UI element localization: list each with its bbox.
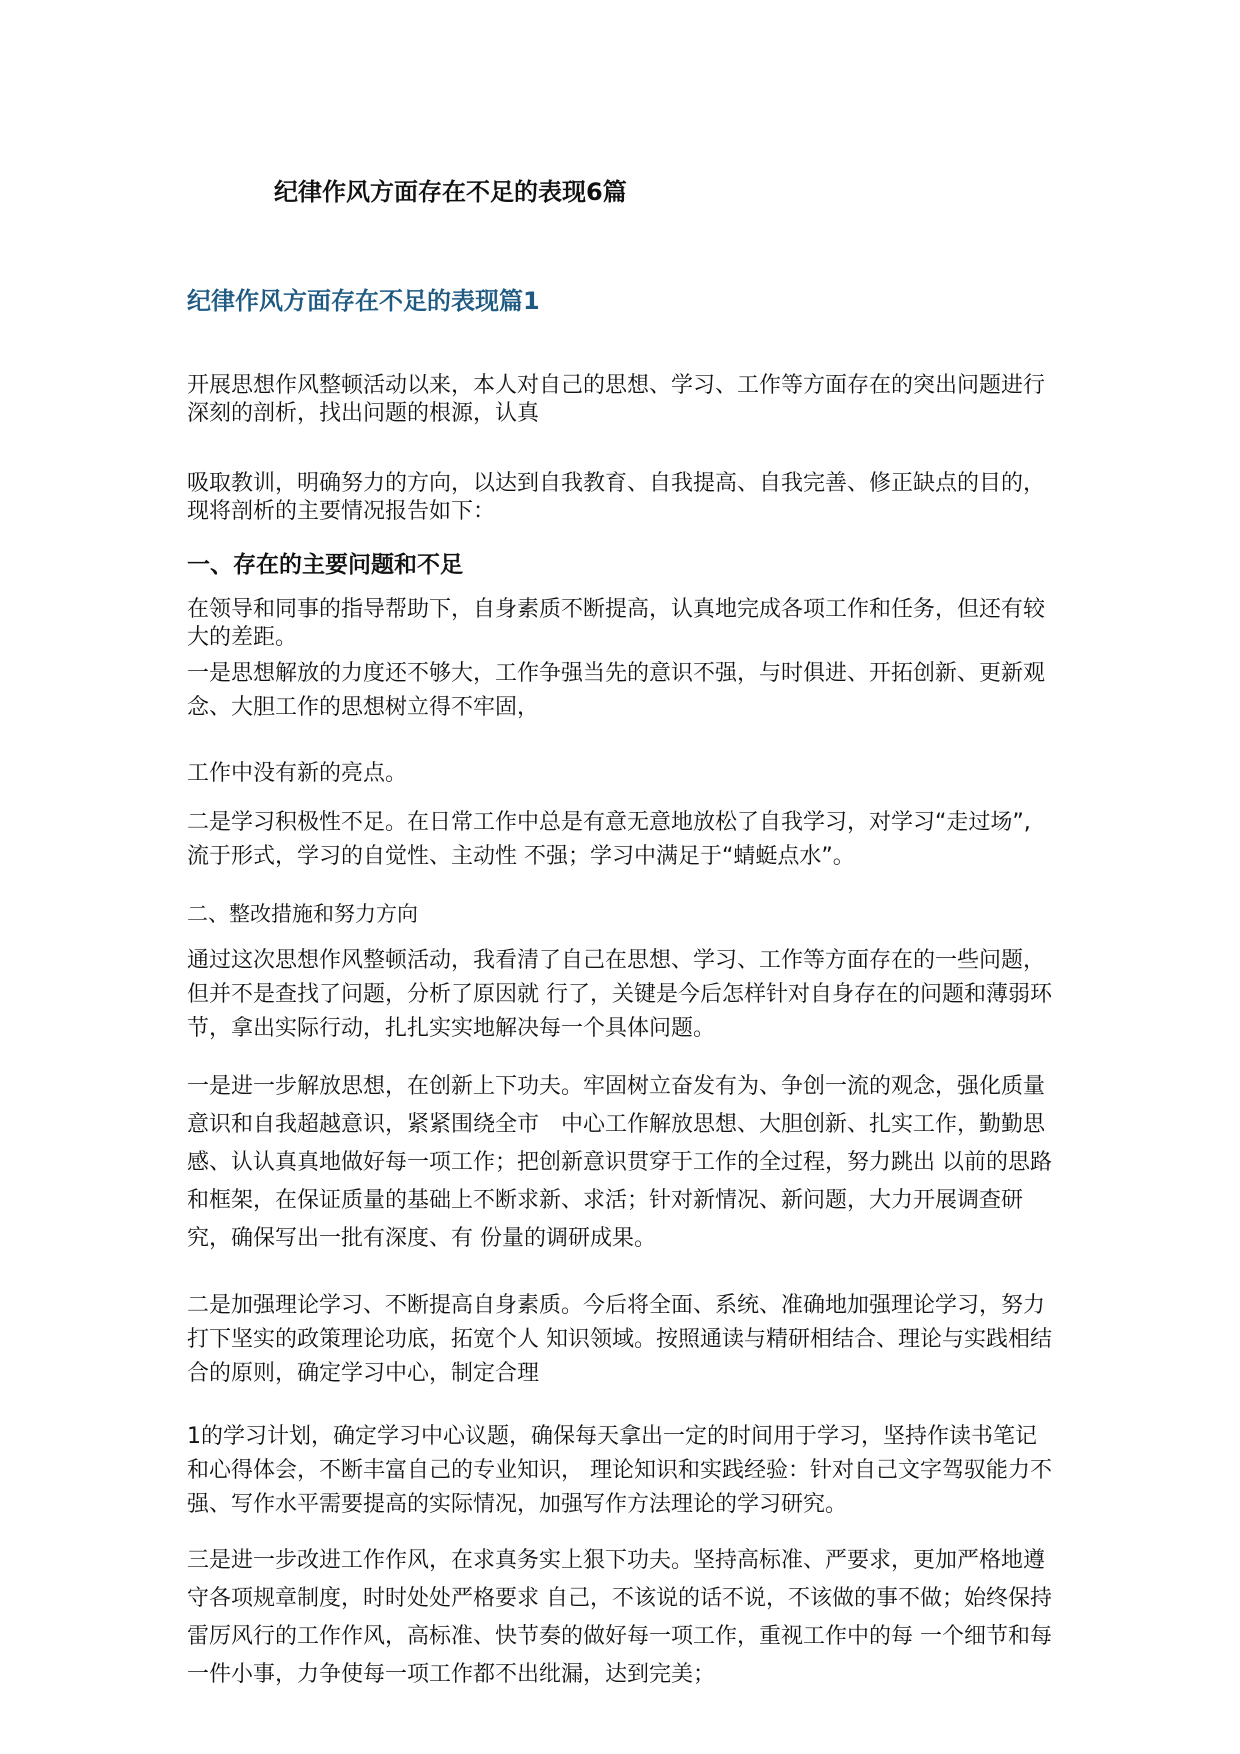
document-title: 纪律作风方面存在不足的表现6篇 xyxy=(274,178,627,206)
paragraph-point-1: 一是思想解放的力度还不够大，工作争强当先的意识不强，与时俱进、开拓创新、更新观念、大胆工作的思想树立得不牢固， xyxy=(187,661,1046,720)
paragraph-measure-2: 二是加强理论学习、不断提高自身素质。今后将全面、系统、准确地加强理论学习，努力打下坚实的政策理论功底，拓宽个人 知识领域。按照通读与精研相结合、理论与实践相结合的原则，确定学习中心，制定合理 xyxy=(187,1293,1052,1386)
heading-problems: 一、存在的主要问题和不足 xyxy=(187,552,463,578)
paragraph-measures-intro: 通过这次思想作风整顿活动，我看清了自己在思想、学习、工作等方面存在的一些问题，但并不是查找了问题，分析了原因就 行了，关键是今后怎样针对自身存在的问题和薄弱环节，拿出实际行动，扎扎实实地解决每一个具体问题。 xyxy=(187,948,1052,1041)
paragraph-point-2: 二是学习积极性不足。在日常工作中总是有意无意地放松了自我学习，对学习“走过场”, 流于形式，学习的自觉性、主动性 不强；学习中满足于“蜻蜓点水”。 xyxy=(187,810,1031,869)
paragraph-intro: 开展思想作风整顿活动以来，本人对自己的思想、学习、工作等方面存在的突出问题进行深刻的剖析，找出问题的根源，认真 xyxy=(187,373,1046,426)
paragraph-point-1-cont: 工作中没有新的亮点。 xyxy=(187,761,408,786)
paragraph-summary: 在领导和同事的指导帮助下，自身素质不断提高，认真地完成各项工作和任务，但还有较大的差距。 xyxy=(187,597,1046,650)
paragraph-measure-2-cont: 1的学习计划，确定学习中心议题，确保每天拿出一定的时间用于学习，坚持作读书笔记和心得体会，不断丰富自己的专业知识， 理论知识和实践经验：针对自己文字驾驭能力不强、写作水平需要提高的实际情况，加强写作方法理论的学习研究。 xyxy=(187,1424,1052,1517)
heading-measures: 二、整改措施和努力方向 xyxy=(187,902,418,926)
paragraph-measure-1: 一是进一步解放思想，在创新上下功夫。牢固树立奋发有为、争创一流的观念，强化质量意识和自我超越意识，紧紧围绕全市 中心工作解放思想、大胆创新、扎实工作，勤勤思感、认认真真地做好每一项工作；把创新意识贯穿于工作的全过程，努力跳出 以前的思路和框架，在保证质量的基础上不断求新、求活；针对新情况、新问题，大力开展调查研究，确保写出一批有深度、有 份量的调研成果。 xyxy=(187,1074,1052,1251)
section-title: 纪律作风方面存在不足的表现篇1 xyxy=(187,287,540,315)
paragraph-intro-cont: 吸取教训，明确努力的方向，以达到自我教育、自我提高、自我完善、修正缺点的目的，现将剖析的主要情况报告如下： xyxy=(187,471,1046,524)
paragraph-measure-3: 三是进一步改进工作作风，在求真务实上狠下功夫。坚持高标准、严要求，更加严格地遵守各项规章制度，时时处处严格要求 自己，不该说的话不说，不该做的事不做；始终保持雷厉风行的工作作风，高标准、快节奏的做好每一项工作，重视工作中的每 一个细节和每一件小事，力争使每一项工作都不出纰漏，达到完美； xyxy=(187,1548,1052,1687)
